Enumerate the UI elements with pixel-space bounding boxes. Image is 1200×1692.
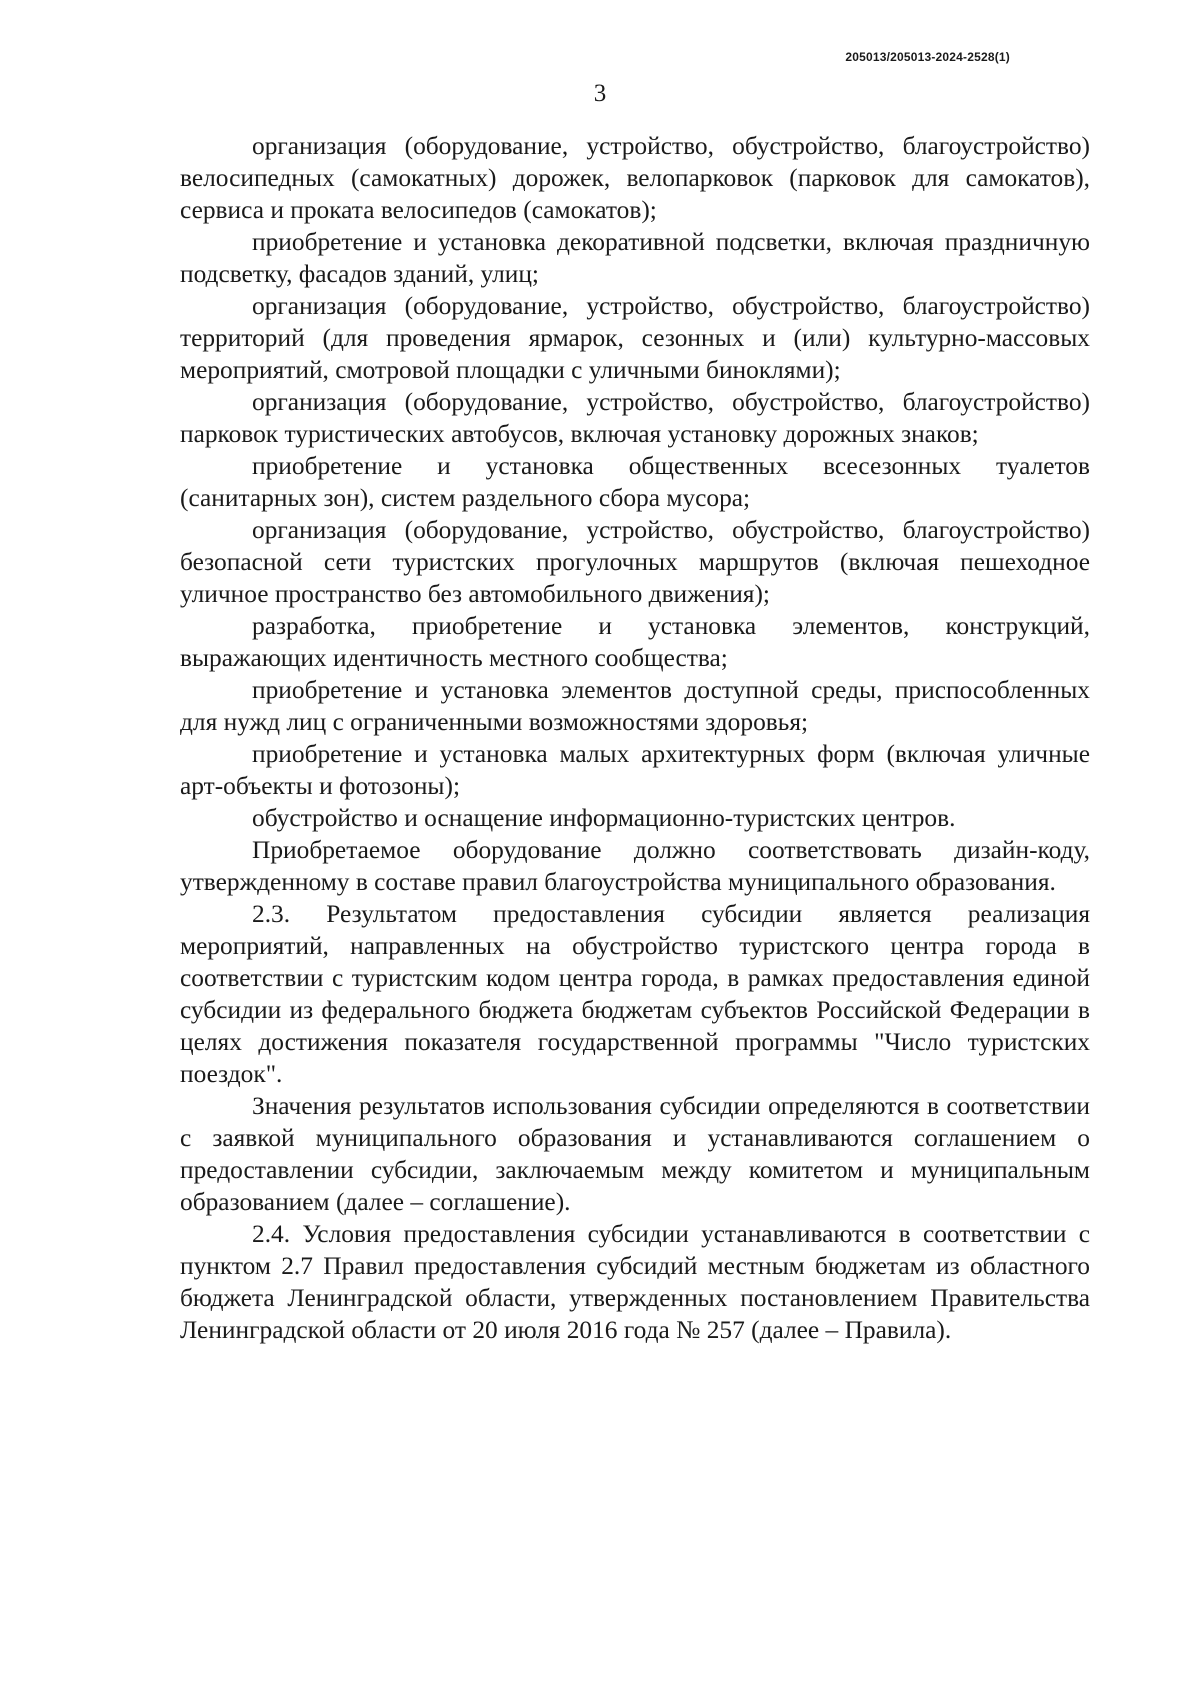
paragraph: организация (оборудование, устройство, обустройство, благоустройство) территорий (для проведения ярмарок, сезонных и (или) культурно-массовых мероприятий, смотровой площадки с уличными биноклями); <box>180 292 1090 384</box>
paragraph: организация (оборудование, устройство, обустройство, благоустройство) парковок туристических автобусов, включая установку дорожных знаков; <box>180 388 1090 448</box>
paragraph: приобретение и установка общественных всесезонных туалетов (санитарных зон), систем раздельного сбора мусора; <box>180 452 1090 512</box>
paragraph: приобретение и установка малых архитектурных форм (включая уличные арт-объекты и фотозоны); <box>180 740 1090 800</box>
paragraph: организация (оборудование, устройство, обустройство, благоустройство) безопасной сети туристских прогулочных маршрутов (включая пешеходное уличное пространство без автомобильного движения); <box>180 516 1090 608</box>
paragraph-section-2-4: 2.4. Условия предоставления субсидии устанавливаются в соответствии с пунктом 2.7 Правил предоставления субсидий местным бюджетам из областного бюджета Ленинградской области, утвержденных постановлением Правительства Ленинградской области от 20 июля 2016 года № 257 (далее – Правила). <box>180 1220 1090 1344</box>
paragraph: обустройство и оснащение информационно-туристских центров. <box>252 804 956 832</box>
page-number: 3 <box>593 80 607 107</box>
paragraph-section-2-3: 2.3. Результатом предоставления субсидии является реализация мероприятий, направленных на обустройство туристского центра города в соответствии с туристским кодом центра города, в рамках предоставления единой субсидии из федерального бюджета бюджетам субъектов Российской Федерации в целях достижения показателя государственной программы "Число туристских поездок". <box>180 900 1090 1088</box>
document-body <box>180 130 1090 1346</box>
document-registration-number: 205013/205013-2024-2528(1) <box>845 50 1010 64</box>
paragraph: приобретение и установка элементов доступной среды, приспособленных для нужд лиц с ограниченными возможностями здоровья; <box>180 676 1090 736</box>
paragraph: приобретение и установка декоративной подсветки, включая праздничную подсветку, фасадов зданий, улиц; <box>180 228 1090 288</box>
paragraph: организация (оборудование, устройство, обустройство, благоустройство) велосипедных (самокатных) дорожек, велопарковок (парковок для самокатов), сервиса и проката велосипедов (самокатов); <box>180 132 1090 224</box>
paragraph: разработка, приобретение и установка элементов, конструкций, выражающих идентичность местного сообщества; <box>180 612 1090 672</box>
paragraph: Значения результатов использования субсидии определяются в соответствии с заявкой муниципального образования и устанавливаются соглашением о предоставлении субсидии, заключаемым между комитетом и муниципальным образованием (далее – соглашение). <box>180 1092 1090 1216</box>
paragraph: Приобретаемое оборудование должно соответствовать дизайн-коду, утвержденному в составе правил благоустройства муниципального образования. <box>180 836 1090 896</box>
